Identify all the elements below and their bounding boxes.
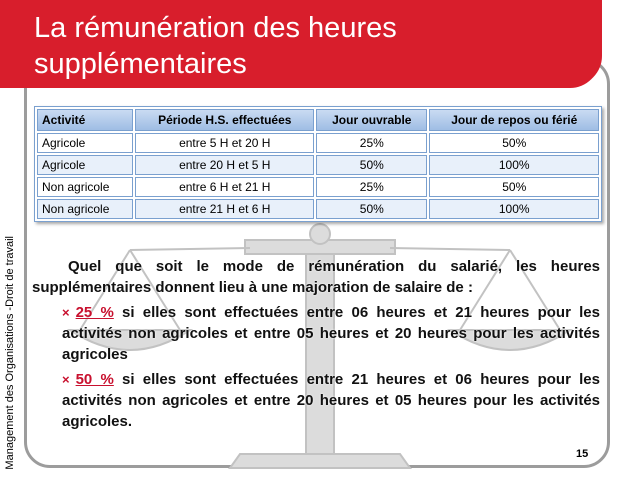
body-text bbox=[32, 256, 600, 436]
scale-left-arm bbox=[130, 248, 250, 250]
scale-base bbox=[230, 454, 410, 468]
cell-jour-repos: 100% bbox=[429, 155, 599, 175]
header-jour-repos: Jour de repos ou férié bbox=[429, 109, 599, 131]
cell-jour-ouvrable: 50% bbox=[316, 199, 427, 219]
slide-title: La rémunération des heures supplémentaires bbox=[34, 12, 397, 80]
bullet-percentage: 25 % bbox=[75, 304, 114, 321]
cell-jour-repos: 50% bbox=[429, 133, 599, 153]
cell-activite: Agricole bbox=[37, 155, 133, 175]
page-number: 15 bbox=[576, 448, 589, 460]
scale-right-arm bbox=[390, 248, 510, 250]
scale-knob bbox=[310, 224, 330, 244]
side-label-text: Management des Organisations -Droit de travail bbox=[4, 236, 16, 470]
cross-bullet-icon: × bbox=[62, 372, 70, 387]
bullet-25 bbox=[56, 302, 600, 365]
header-periode: Période H.S. effectuées bbox=[135, 109, 314, 131]
cross-bullet-icon: × bbox=[62, 305, 70, 320]
cell-periode: entre 21 H et 6 H bbox=[135, 199, 314, 219]
bullet-percentage: 50 % bbox=[75, 371, 114, 388]
bullet-50 bbox=[56, 369, 600, 432]
overtime-rates-table bbox=[34, 106, 602, 222]
header-activite: Activité bbox=[37, 109, 133, 131]
intro-paragraph: Quel que soit le mode de rémunération du salarié, les heures supplémentaires donnent lieu à une majoration de salaire de : bbox=[32, 258, 600, 296]
table-row bbox=[37, 155, 599, 175]
cell-jour-ouvrable: 50% bbox=[316, 155, 427, 175]
table-header-row bbox=[37, 109, 599, 131]
header-jour-ouvrable: Jour ouvrable bbox=[316, 109, 427, 131]
bullet-text: si elles sont effectuées entre 21 heures et 06 heures pour les activités non agricoles et entre 20 heures et 05 heures pour les activités agricoles. bbox=[62, 371, 600, 430]
cell-activite: Non agricole bbox=[37, 177, 133, 197]
side-label bbox=[0, 180, 20, 470]
table-row bbox=[37, 199, 599, 219]
table-row bbox=[37, 133, 599, 153]
cell-periode: entre 6 H et 21 H bbox=[135, 177, 314, 197]
cell-activite: Non agricole bbox=[37, 199, 133, 219]
cell-periode: entre 20 H et 5 H bbox=[135, 155, 314, 175]
cell-jour-repos: 100% bbox=[429, 199, 599, 219]
table-row bbox=[37, 177, 599, 197]
cell-activite: Agricole bbox=[37, 133, 133, 153]
cell-jour-ouvrable: 25% bbox=[316, 177, 427, 197]
title-bar bbox=[0, 0, 600, 88]
cell-periode: entre 5 H et 20 H bbox=[135, 133, 314, 153]
bullet-text: si elles sont effectuées entre 06 heures et 21 heures pour les activités non agricoles et entre 05 heures et 20 heures pour les activités agricoles bbox=[62, 304, 600, 363]
cell-jour-repos: 50% bbox=[429, 177, 599, 197]
cell-jour-ouvrable: 25% bbox=[316, 133, 427, 153]
